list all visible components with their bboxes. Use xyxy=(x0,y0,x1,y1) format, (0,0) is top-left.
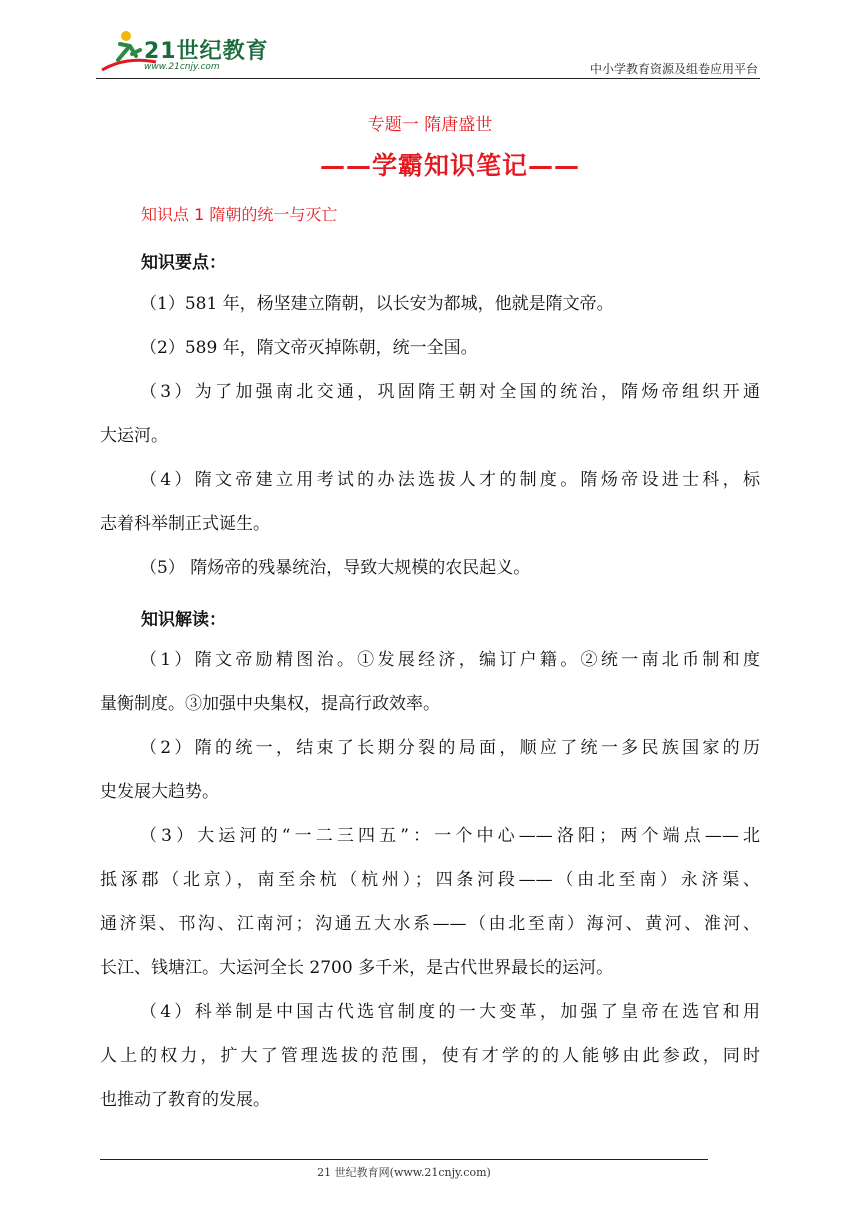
page-footer: 21 世纪教育网(www.21cnjy.com) xyxy=(317,1166,491,1179)
interpretation-list xyxy=(100,638,760,1122)
points-label: 知识要点： xyxy=(141,253,226,273)
paragraph-line: 大运河。 xyxy=(100,426,168,446)
paragraph-line: 通济渠、邗沟、江南河；沟通五大水系——（由北至南）海河、黄河、淮河、 xyxy=(100,914,760,934)
paragraph-line: 抵涿郡（北京），南至余杭（杭州）；四条河段——（由北至南）永济渠、 xyxy=(100,870,760,890)
paragraph-line: 史发展大趋势。 xyxy=(100,782,219,802)
section-heading: 知识点 1 隋朝的统一与灭亡 xyxy=(141,205,338,224)
points-list xyxy=(100,282,760,590)
paragraph-line: 也推动了教育的发展。 xyxy=(100,1090,270,1110)
page-title: 专题一 隋唐盛世 xyxy=(367,115,493,135)
header-divider xyxy=(96,78,760,79)
paragraph-line: （5） 隋炀帝的残暴统治，导致大规模的农民起义。 xyxy=(140,558,531,578)
paragraph-line: 志着科举制正式诞生。 xyxy=(100,514,270,534)
logo-url: www.21cnjy.com xyxy=(144,62,220,72)
paragraph-line: 长江、钱塘江。大运河全长 2700 多千米，是古代世界最长的运河。 xyxy=(100,958,614,978)
paragraph-line: （3）为了加强南北交通，巩固隋王朝对全国的统治，隋炀帝组织开通 xyxy=(140,382,760,402)
header-tagline: 中小学教育资源及组卷应用平台 xyxy=(589,62,758,76)
paragraph-line: （4）隋文帝建立用考试的办法选拔人才的制度。隋炀帝设进士科，标 xyxy=(140,470,760,490)
paragraph-line: （1）581 年，杨坚建立隋朝，以长安为都城，他就是隋文帝。 xyxy=(140,294,614,314)
paragraph-line: （2）589 年，隋文帝灭掉陈朝，统一全国。 xyxy=(140,338,478,358)
paragraph-line: 人上的权力，扩大了管理选拔的范围，使有才学的的人能够由此参政，同时 xyxy=(100,1046,760,1066)
interpretation-label: 知识解读： xyxy=(141,610,226,630)
paragraph-line: （1）隋文帝励精图治。①发展经济，编订户籍。②统一南北币制和度 xyxy=(140,650,760,670)
paragraph-line: （2）隋的统一，结束了长期分裂的局面，顺应了统一多民族国家的历 xyxy=(140,738,760,758)
paragraph-line: （4）科举制是中国古代选官制度的一大变革，加强了皇帝在选官和用 xyxy=(140,1002,760,1022)
paragraph-line: （3）大运河的“一二三四五”：一个中心——洛阳；两个端点——北 xyxy=(140,826,760,846)
footer-divider xyxy=(100,1159,708,1160)
page-header xyxy=(96,26,760,82)
page-subtitle: ——学霸知识笔记—— xyxy=(319,151,580,180)
logo-text: 21世纪教育 xyxy=(144,39,269,64)
paragraph-line: 量衡制度。③加强中央集权，提高行政效率。 xyxy=(100,694,440,714)
